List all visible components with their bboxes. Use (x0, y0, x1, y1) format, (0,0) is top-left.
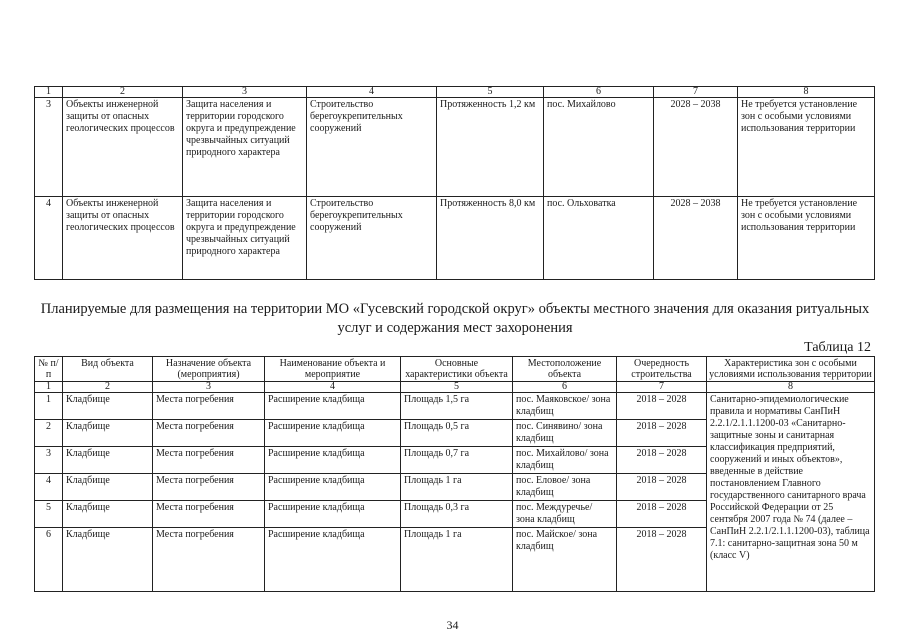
table-label: Таблица 12 (804, 340, 871, 355)
table-row: 2 Кладбище Места погребения Расширение кладбища Площадь 0,5 га пос. Синявино/ зона кладбищ 2018 – 2028 (35, 420, 875, 447)
column-number-row: 1 2 3 4 5 6 7 8 (35, 87, 875, 98)
table-row: 3 Объекты инженерной защиты от опасных геологических процессов Защита населения и территории городского округа и предупреждение чрезвычайных ситуаций природного характера Строительство берегоукрепительных сооружений Протяженность 1,2 км пос. Михайлово 2028 – 2038 Не требуется установление зон с особыми условиями использования территории (35, 98, 875, 197)
table-row: 3 Кладбище Места погребения Расширение кладбища Площадь 0,7 га пос. Михайлово/ зона кладбищ 2018 – 2028 (35, 447, 875, 474)
table-row: 4 Кладбище Места погребения Расширение кладбища Площадь 1 га пос. Еловое/ зона кладбищ 2018 – 2028 (35, 474, 875, 501)
table-row: 6 Кладбище Места погребения Расширение кладбища Площадь 1 га пос. Майское/ зона кладбищ 2018 – 2028 (35, 528, 875, 592)
page-number: 34 (446, 618, 459, 632)
table-row: 5 Кладбище Места погребения Расширение кладбища Площадь 0,3 га пос. Междуречье/ зона кладбищ 2018 – 2028 (35, 501, 875, 528)
column-number-row: 1 2 3 4 5 6 7 8 (35, 382, 875, 393)
zone-characteristics-cell: Санитарно-эпидемиологические правила и нормативы СанПиН 2.2.1/2.1.1.1200-03 «Санитарно-защитные зоны и санитарная классификация предприятий, сооружений и иных объектов», введенные в действие постановлением Главного государственного санитарного врача Российской Федерации от 25 сентября 2007 года № 74 (далее – СанПиН 2.2.1/2.1.1.1200-03), таблица 7.1: санитарно-защитная зона 50 м (класс V) (707, 393, 875, 592)
table-header-row: № п/п Вид объекта Назначение объекта (мероприятия) Наименование объекта и мероприятие Основные характеристики объекта Местоположение объекта Очередность строительства Характеристика зон с особыми условиями использования территории (35, 357, 875, 382)
cemeteries-table (34, 356, 875, 592)
table-row: 4 Объекты инженерной защиты от опасных геологических процессов Защита населения и территории городского округа и предупреждение чрезвычайных ситуаций природного характера Строительство берегоукрепительных сооружений Протяженность 8,0 км пос. Ольховатка 2028 – 2038 Не требуется установление зон с особыми условиями использования территории (35, 197, 875, 280)
engineering-protection-table (34, 86, 875, 280)
table-row: 1 Кладбище Места погребения Расширение кладбища Площадь 1,5 га пос. Маяковское/ зона кладбищ 2018 – 2028 Санитарно-эпидемиологические правила и нормативы СанПиН 2.2.1/2.1.1.1200-03 «Санитарно-защитные зоны и санитарная классификация предприятий, сооружений и иных объектов», введенные в действие постановлением Главного государственного санитарного врача Российской Федерации от 25 сентября 2007 года № 74 (далее – СанПиН 2.2.1/2.1.1.1200-03), таблица 7.1: санитарно-защитная зона 50 м (класс V) (35, 393, 875, 420)
section-title: Планируемые для размещения на территории МО «Гусевский городской округ» объекты местного значения для оказания ритуальных услуг и содержания мест захоронения (40, 301, 870, 336)
